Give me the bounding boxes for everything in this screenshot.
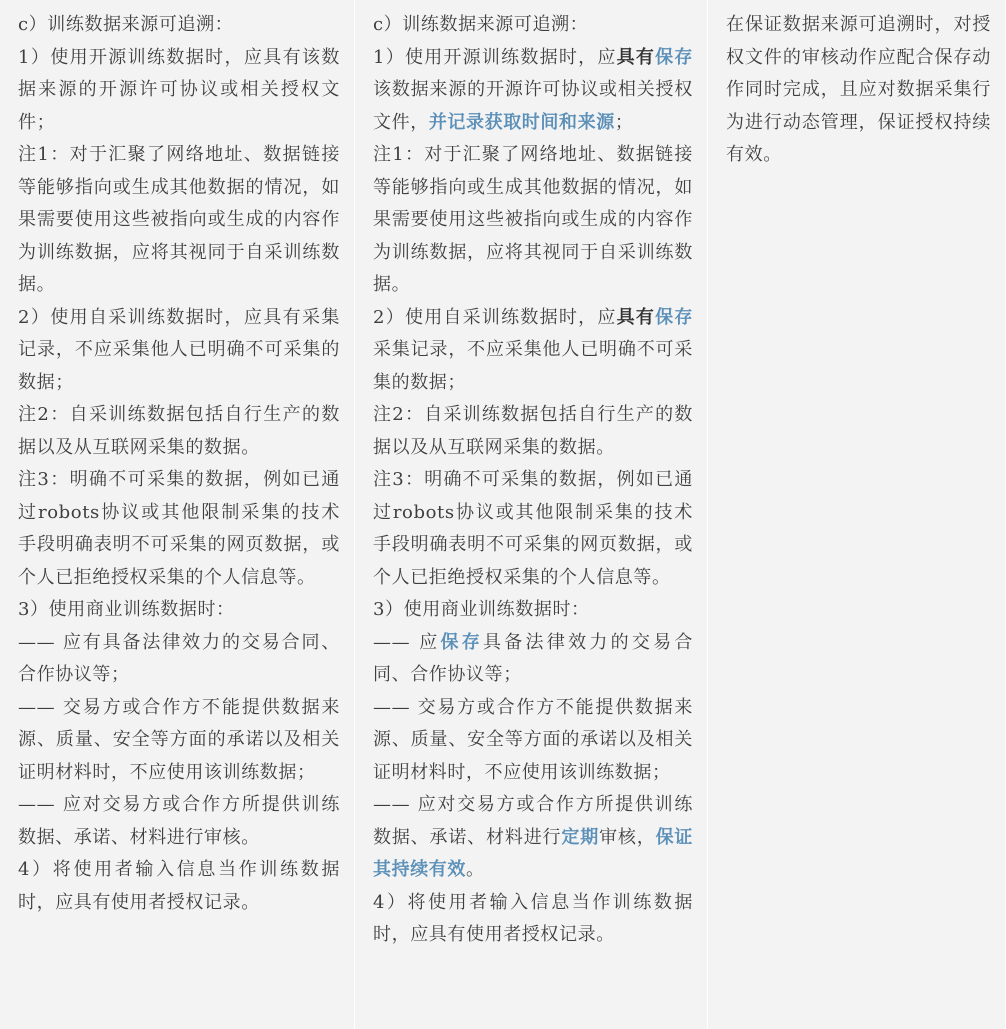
highlight-added-text: 保存	[440, 631, 484, 653]
text-segment: —— 应对交易方或合作方所提供训练数据、承诺、材料进行审核。	[18, 794, 340, 848]
highlight-added-text: 保证其持续有效	[373, 826, 694, 880]
paragraph	[373, 887, 693, 952]
highlight-added-text: 保存	[655, 46, 694, 68]
paragraph	[373, 42, 693, 140]
text-segment: 注1：对于汇聚了网络地址、数据链接等能够指向或生成其他数据的情况，如果需要使用这些被指向或生成的内容作为训练数据，应将其视同于自采训练数据。	[373, 144, 693, 295]
paragraph	[18, 42, 340, 140]
text-segment: 具备法律效力的交易合同、合作协议等；	[373, 631, 694, 685]
text-segment: 4）将使用者输入信息当作训练数据时，应具有使用者授权记录。	[18, 859, 340, 913]
paragraph	[18, 789, 340, 854]
text-segment: c）训练数据来源可追溯：	[18, 14, 234, 35]
text-segment: 该数据来源的开源许可协议或相关授权文件，	[373, 79, 693, 133]
column-revised	[354, 0, 707, 1029]
paragraph	[373, 464, 693, 594]
text-segment: 注3：明确不可采集的数据，例如已通过robots协议或其他限制采集的技术手段明确表明不可采集的网页数据，或个人已拒绝授权采集的个人信息等。	[18, 469, 340, 588]
text-segment: 1）使用开源训练数据时，应具有该数据来源的开源许可协议或相关授权文件；	[18, 46, 340, 133]
column-notes	[707, 0, 1005, 1029]
paragraph	[373, 399, 693, 464]
paragraph	[18, 139, 340, 302]
text-segment: ；	[614, 111, 634, 133]
paragraph	[18, 594, 340, 627]
paragraph	[373, 594, 693, 627]
text-segment: 2）使用自采训练数据时，应具有采集记录，不应采集他人已明确不可采集的数据；	[18, 306, 340, 393]
paragraph	[18, 692, 340, 790]
paragraph	[373, 692, 693, 790]
text-segment: —— 交易方或合作方不能提供数据来源、质量、安全等方面的承诺以及相关证明材料时，不应使用该训练数据；	[373, 696, 693, 783]
paragraph	[726, 9, 991, 172]
text-segment: 1）使用开源训练数据时，应	[373, 46, 617, 68]
paragraph	[373, 9, 693, 42]
text-segment: c）训练数据来源可追溯：	[373, 14, 589, 35]
paragraph	[373, 302, 693, 400]
column-original	[0, 0, 354, 1029]
text-segment: —— 应对交易方或合作方所提供训练数据、承诺、材料进行	[373, 794, 693, 848]
text-segment: 。	[466, 859, 485, 880]
text-segment: 审核，	[599, 826, 656, 848]
text-segment: —— 应有具备法律效力的交易合同、合作协议等；	[18, 631, 340, 685]
text-segment: 注1：对于汇聚了网络地址、数据链接等能够指向或生成其他数据的情况，如果需要使用这些被指向或生成的内容作为训练数据，应将其视同于自采训练数据。	[18, 144, 340, 295]
text-segment: 2）使用自采训练数据时，应	[373, 306, 617, 328]
bold-text: 具有	[616, 46, 656, 68]
text-segment: 3）使用商业训练数据时：	[18, 599, 235, 620]
text-segment: —— 交易方或合作方不能提供数据来源、质量、安全等方面的承诺以及相关证明材料时，不应使用该训练数据；	[18, 696, 340, 783]
highlight-added-text: 保存	[655, 306, 694, 328]
text-segment: 注2：自采训练数据包括自行生产的数据以及从互联网采集的数据。	[18, 404, 340, 458]
paragraph	[18, 302, 340, 400]
text-segment: 在保证数据来源可追溯时，对授权文件的审核动作应配合保存动作同时完成，且应对数据采集行为进行动态管理，保证授权持续有效。	[726, 14, 991, 165]
paragraph	[373, 139, 693, 302]
paragraph	[18, 854, 340, 919]
text-segment: 4）将使用者输入信息当作训练数据时，应具有使用者授权记录。	[373, 891, 693, 945]
paragraph	[18, 9, 340, 42]
text-segment: 注2：自采训练数据包括自行生产的数据以及从互联网采集的数据。	[373, 404, 693, 458]
text-segment: 采集记录，不应采集他人已明确不可采集的数据；	[373, 339, 693, 393]
paragraph	[18, 464, 340, 594]
bold-text: 具有	[616, 306, 656, 328]
text-segment: —— 应	[373, 631, 441, 653]
text-segment: 3）使用商业训练数据时：	[373, 599, 590, 620]
paragraph	[18, 399, 340, 464]
paragraph	[18, 627, 340, 692]
paragraph	[373, 789, 693, 887]
text-segment: 注3：明确不可采集的数据，例如已通过robots协议或其他限制采集的技术手段明确表明不可采集的网页数据，或个人已拒绝授权采集的个人信息等。	[373, 469, 693, 588]
highlight-added-text: 并记录获取时间和来源	[428, 111, 615, 133]
paragraph	[373, 627, 693, 692]
highlight-added-text: 定期	[561, 826, 600, 848]
